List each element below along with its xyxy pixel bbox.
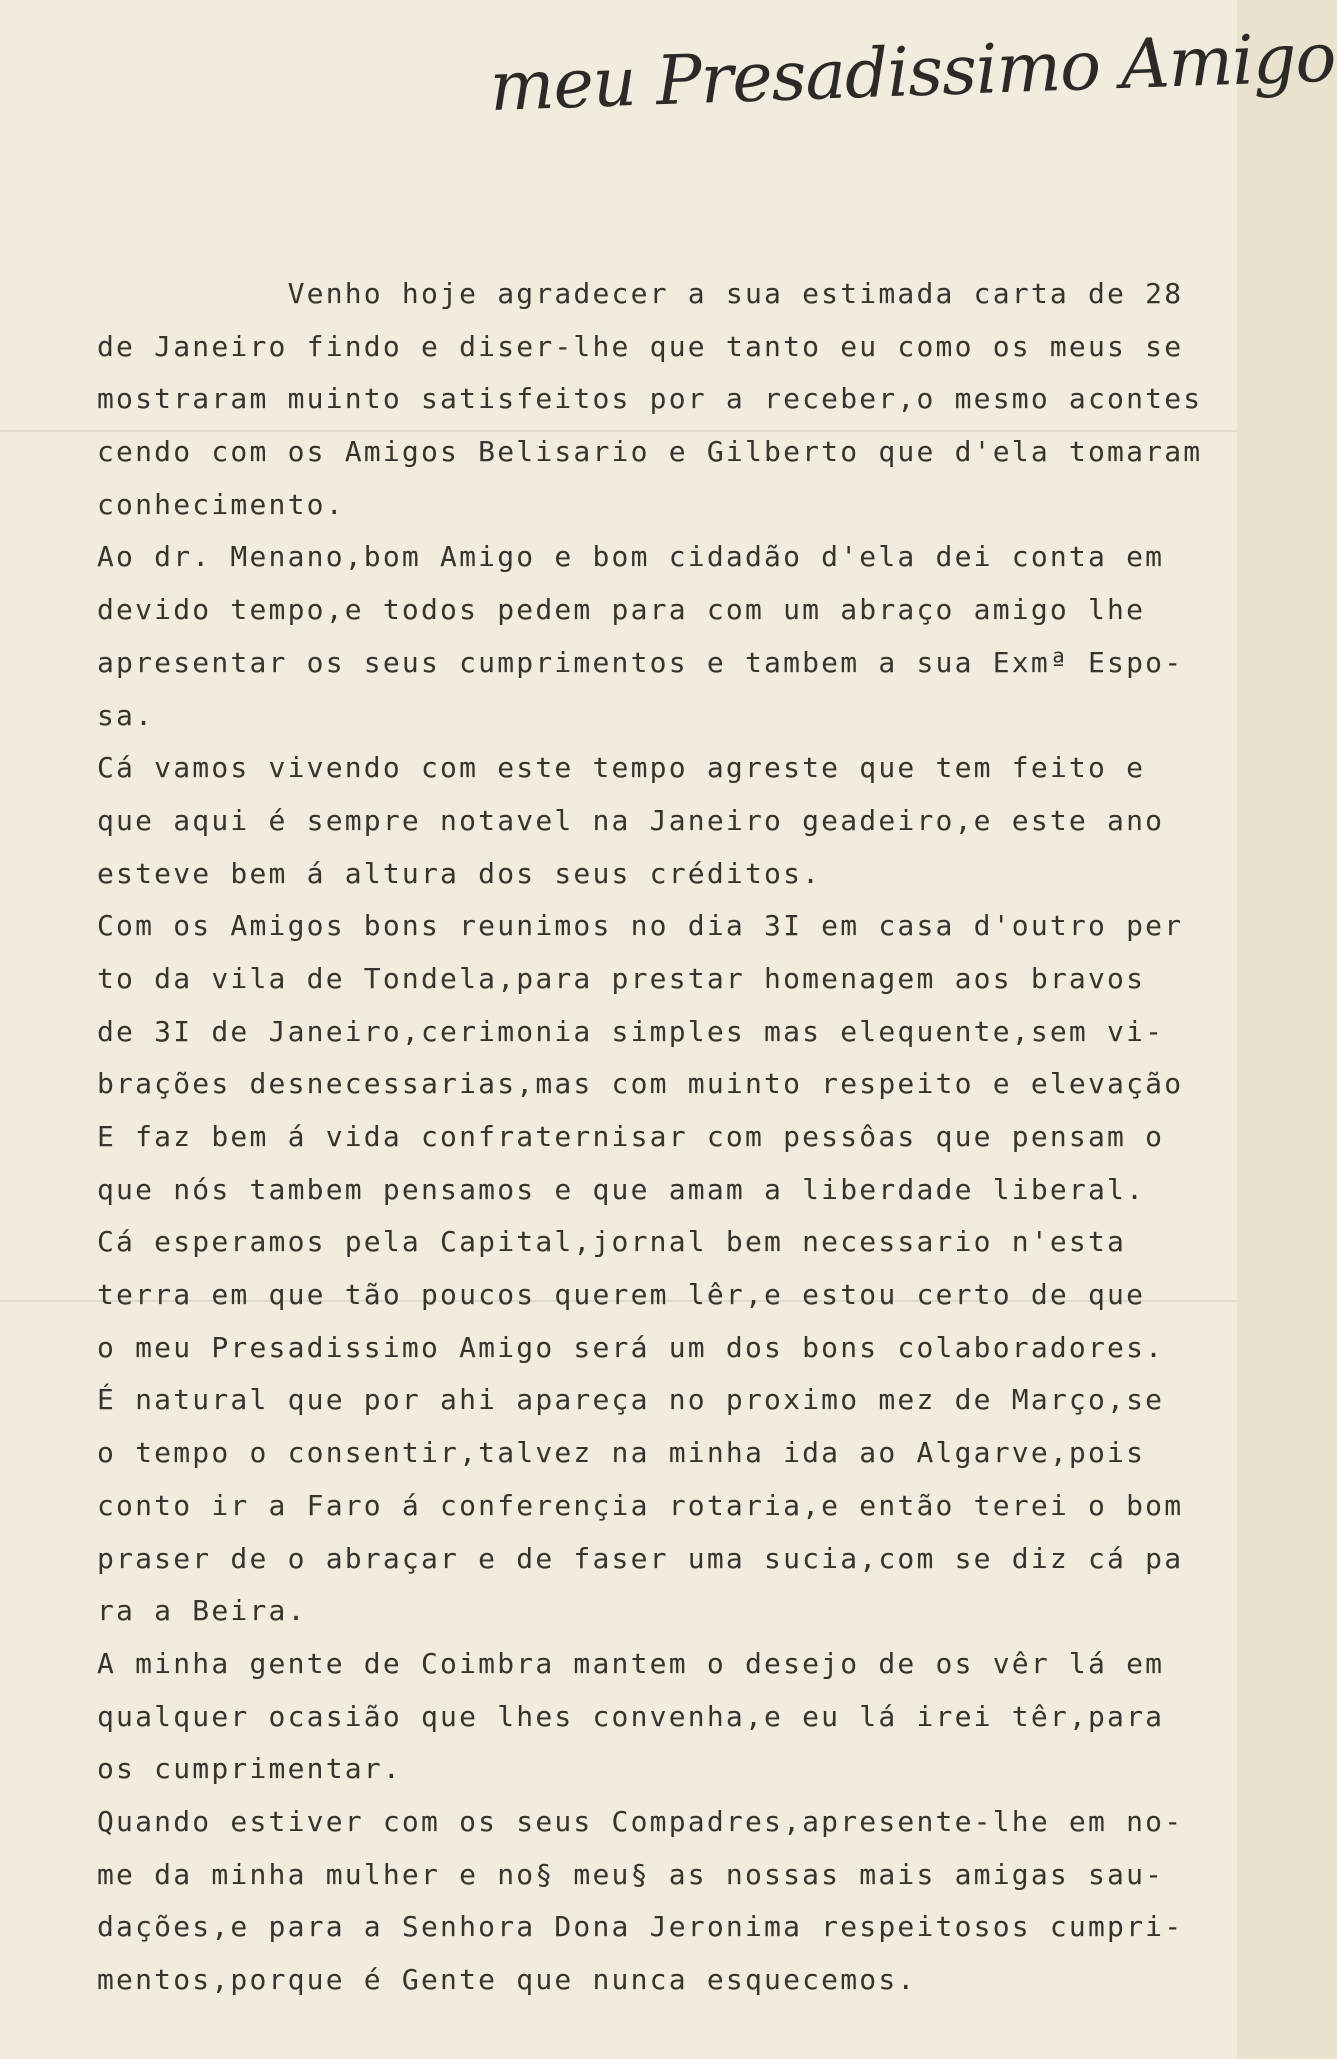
- letter-line: A minha gente de Coimbra mantem o desejo de os vêr lá em: [97, 1646, 1165, 1680]
- letter-line: dações,e para a Senhora Dona Jeronima respeitosos cumpri-: [97, 1910, 1184, 1944]
- letter-line: devido tempo,e todos pedem para com um abraço amigo lhe: [97, 593, 1146, 627]
- letter-line: terra em que tão poucos querem lêr,e estou certo de que: [97, 1278, 1146, 1312]
- letter-line: de Janeiro findo e diser-lhe que tanto eu como os meus se: [97, 329, 1184, 363]
- letter-body: [97, 268, 1222, 2007]
- letter-line: É natural que por ahi apareça no proximo mez de Março,se: [97, 1383, 1165, 1417]
- letter-line: esteve bem á altura dos seus créditos.: [97, 856, 822, 890]
- letter-line: conto ir a Faro á conferençia rotaria,e então terei o bom: [97, 1488, 1184, 1522]
- letter-line: Quando estiver com os seus Compadres,apresente-lhe em no-: [97, 1804, 1184, 1838]
- letter-line: cendo com os Amigos Belisario e Gilberto que d'ela tomaram: [97, 435, 1203, 469]
- letter-line: to da vila de Tondela,para prestar homenagem aos bravos: [97, 961, 1146, 995]
- letter-line: apresentar os seus cumprimentos e tambem a sua Exmª Espo-: [97, 645, 1184, 679]
- letter-line: brações desnecessarias,mas com muinto respeito e elevação: [97, 1067, 1184, 1101]
- letter-line: conhecimento.: [97, 487, 345, 521]
- letter-line: Ao dr. Menano,bom Amigo e bom cidadão d'ela dei conta em: [97, 540, 1165, 574]
- letter-line: o meu Presadissimo Amigo será um dos bons colaboradores.: [97, 1330, 1165, 1364]
- letter-line: que nós tambem pensamos e que amam a liberdade liberal.: [97, 1172, 1146, 1206]
- letter-line: me da minha mulher e no§ meu§ as nossas mais amigas sau-: [97, 1857, 1165, 1891]
- letter-line: o tempo o consentir,talvez na minha ida ao Algarve,pois: [97, 1436, 1146, 1470]
- letter-line: qualquer ocasião que lhes convenha,e eu lá irei têr,para: [97, 1699, 1165, 1733]
- letter-line: Com os Amigos bons reunimos no dia 3I em casa d'outro per: [97, 909, 1184, 943]
- letter-line: Cá esperamos pela Capital,jornal bem necessario n'esta: [97, 1225, 1127, 1259]
- letter-line: E faz bem á vida confraternisar com pessôas que pensam o: [97, 1120, 1165, 1153]
- letter-line: de 3I de Janeiro,cerimonia simples mas elequente,sem vi-: [97, 1014, 1165, 1048]
- letter-line: Cá vamos vivendo com este tempo agreste que tem feito e: [97, 751, 1146, 785]
- letter-line: os cumprimentar.: [97, 1752, 402, 1786]
- letter-line: Venho hoje agradecer a sua estimada carta de 28: [97, 277, 1184, 310]
- letter-line: mentos,porque é Gente que nunca esquecemos.: [97, 1963, 917, 1996]
- letter-line: que aqui é sempre notavel na Janeiro geadeiro,e este ano: [97, 803, 1165, 837]
- letter-line: mostraram muinto satisfeitos por a receber,o mesmo acontes: [97, 382, 1203, 416]
- letter-line: sa.: [97, 698, 155, 732]
- letter-line: praser de o abraçar e de faser uma sucia,com se diz cá pa: [97, 1541, 1184, 1575]
- letter-line: ra a Beira.: [97, 1594, 307, 1628]
- handwritten-salutation: meu Presadissimo Amigo: [488, 18, 1337, 127]
